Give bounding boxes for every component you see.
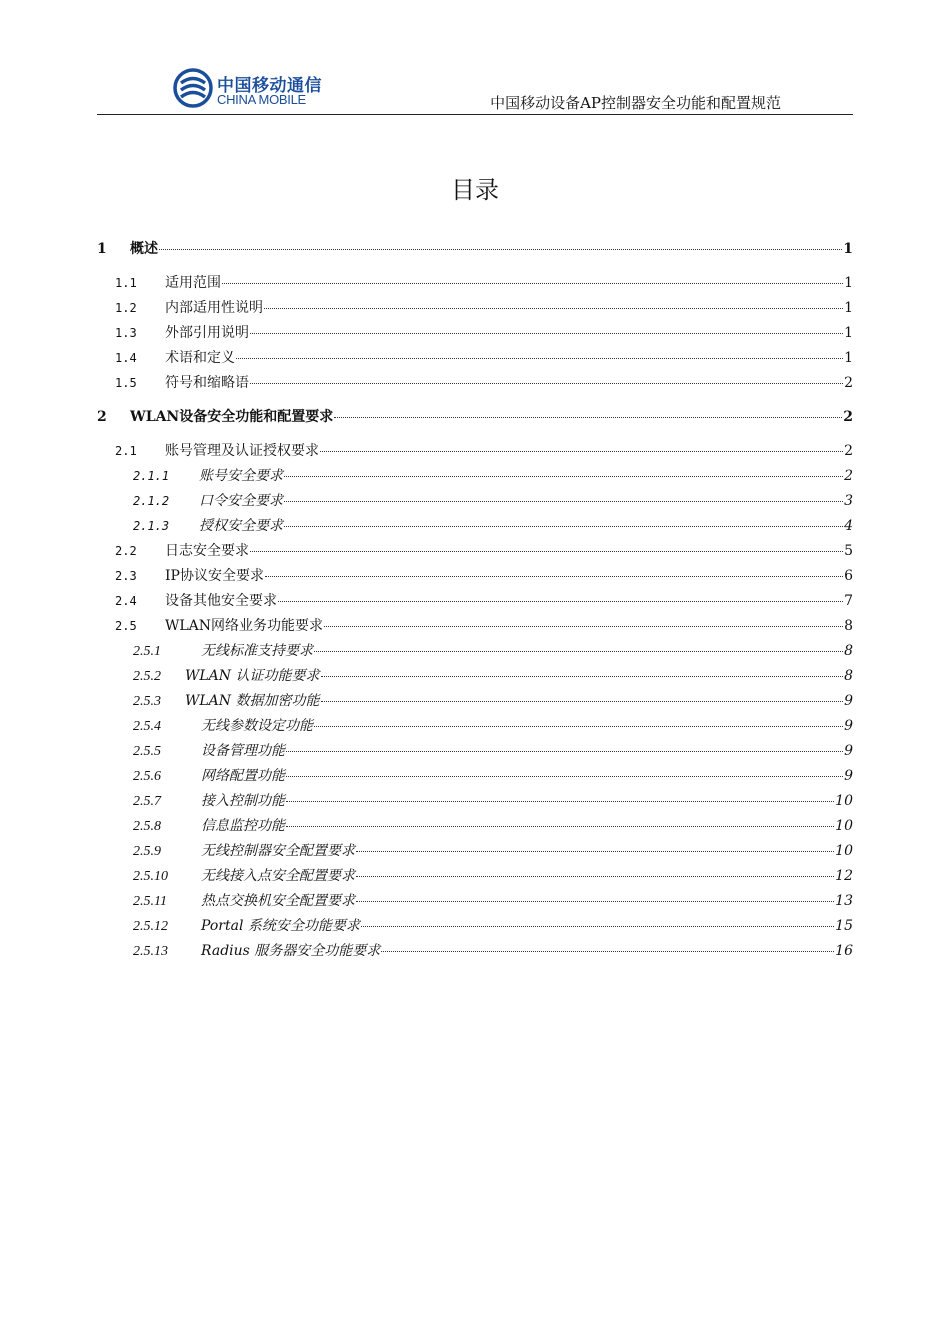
toc-entry[interactable] [115,615,853,635]
toc-entry-number: 2 [97,409,107,425]
toc-entry[interactable] [115,540,853,560]
toc-entry[interactable] [133,515,853,535]
toc-entry[interactable] [97,406,853,426]
toc-leader-dots [250,551,843,552]
toc-leader-dots [320,451,843,452]
toc-entry-text: 设备其他安全要求 [165,593,277,609]
toc-entry-text: 无线接入点安全配置要求 [201,868,355,884]
toc-entry-text: 无线标准支持要求 [201,643,313,659]
toc-leader-dots [236,358,843,359]
toc-entry-number: 2.4 [115,594,137,608]
toc-entry-number: 2.5.13 [133,944,168,959]
toc-entry-text: 术语和定义 [165,350,235,366]
toc-leader-dots [286,751,843,752]
toc-entry-page: 9 [844,718,853,734]
document-title: 中国移动设备AP控制器安全功能和配置规范 [490,94,781,112]
toc-entry[interactable] [133,790,853,810]
toc-entry-page: 5 [844,543,853,559]
toc-entry-text: 账号管理及认证授权要求 [165,443,319,459]
toc-entry-text: WLAN设备安全功能和配置要求 [130,409,334,425]
toc-entry-number: 2.1 [115,444,137,458]
toc-leader-dots [284,501,843,502]
toc-entry-page: 2 [844,468,853,484]
toc-leader-dots [222,283,843,284]
toc-entry-page: 6 [844,568,853,584]
toc-entry-number: 2.3 [115,569,137,583]
toc-entry-page: 9 [844,693,853,709]
toc-entry-page: 2 [843,409,853,425]
toc-entry-page: 12 [835,868,853,884]
toc-leader-dots [286,776,843,777]
toc-leader-dots [265,576,843,577]
toc-entry[interactable] [133,690,853,710]
toc-entry-text: 内部适用性说明 [165,300,263,316]
toc-entry-text: 账号安全要求 [199,468,283,484]
china-mobile-logo [173,68,343,110]
toc-entry-page: 10 [835,793,853,809]
toc-entry-text: Radius 服务器安全功能要求 [201,943,381,959]
logo-text-en: CHINA MOBILE [217,92,306,107]
toc-entry-text: 热点交换机安全配置要求 [201,893,355,909]
toc-entry-number: 2.1.3 [133,519,170,533]
toc-entry[interactable] [133,465,853,485]
toc-leader-dots [286,801,834,802]
toc-entry-page: 7 [844,593,853,609]
toc-entry-number: 1.5 [115,376,137,390]
toc-entry-number: 2.5.1 [133,644,161,659]
toc-leader-dots [314,726,843,727]
toc-entry-page: 8 [844,618,853,634]
toc-entry-text: 符号和缩略语 [165,375,249,391]
china-mobile-logo-icon [173,68,213,108]
toc-leader-dots [356,851,834,852]
toc-entry[interactable] [115,322,853,342]
toc-entry[interactable] [133,715,853,735]
toc-entry-page: 10 [835,843,853,859]
toc-entry[interactable] [133,640,853,660]
toc-entry[interactable] [133,740,853,760]
toc-leader-dots [356,901,834,902]
toc-entry-number: 2.5.12 [133,919,168,934]
page-header [97,62,853,115]
toc-leader-dots [250,383,843,384]
toc-entry-page: 2 [844,375,853,391]
toc-entry-page: 8 [844,668,853,684]
toc-entry-text: WLAN网络业务功能要求 [165,618,324,634]
toc-leader-dots [321,701,844,702]
logo-text-cn: 中国移动通信 [217,76,322,96]
toc-leader-dots [381,951,834,952]
toc-entry-page: 16 [835,943,853,959]
toc-entry-text: WLAN 认证功能要求 [185,668,320,684]
toc-entry-number: 2.5 [115,619,137,633]
toc-entry-number: 2.1.1 [133,469,170,483]
toc-entry-text: WLAN 数据加密功能 [185,693,320,709]
toc-entry-text: 概述 [130,241,158,257]
toc-leader-dots [324,626,843,627]
toc-entry[interactable] [115,590,853,610]
toc-leader-dots [284,526,843,527]
toc-entry-number: 2.1.2 [133,494,170,508]
toc-entry-text: 接入控制功能 [201,793,285,809]
toc-leader-dots [361,926,834,927]
toc-entry[interactable] [115,372,853,392]
toc-entry[interactable] [133,665,853,685]
toc-entry-page: 9 [844,743,853,759]
toc-entry-text: 授权安全要求 [199,518,283,534]
toc-entry-page: 10 [835,818,853,834]
toc-entry-number: 2.5.11 [133,894,167,909]
toc-entry-number: 2.2 [115,544,137,558]
toc-entry-page: 1 [844,350,853,366]
toc-leader-dots [314,651,843,652]
toc-entry-text: IP协议安全要求 [165,568,264,584]
toc-leader-dots [284,476,843,477]
toc-entry-text: 信息监控功能 [201,818,285,834]
toc-entry-page: 3 [844,493,853,509]
toc-leader-dots [334,417,842,418]
toc-entry-text: 设备管理功能 [201,743,285,759]
toc-leader-dots [278,601,843,602]
toc-entry[interactable] [115,272,853,292]
toc-entry-page: 4 [844,518,853,534]
toc-entry[interactable] [115,565,853,585]
toc-entry[interactable] [133,765,853,785]
toc-entry-number: 1.2 [115,301,137,315]
toc-entry[interactable] [133,815,853,835]
toc-entry-page: 9 [844,768,853,784]
toc-entry[interactable] [115,347,853,367]
toc-entry-number: 2.5.9 [133,844,161,859]
toc-entry-page: 1 [843,241,853,257]
toc-leader-dots [356,876,834,877]
toc-entry[interactable] [133,865,853,885]
toc-entry-text: 外部引用说明 [165,325,249,341]
toc-entry[interactable] [133,490,853,510]
toc-entry-page: 13 [835,893,853,909]
toc-entry-page: 1 [844,275,853,291]
toc-entry-number: 1.4 [115,351,137,365]
toc-entry-text: 无线参数设定功能 [201,718,313,734]
toc-entry[interactable] [115,440,853,460]
toc-entry-text: 适用范围 [165,275,221,291]
toc-entry-number: 2.5.5 [133,744,161,759]
toc-entry-page: 15 [835,918,853,934]
toc-entry[interactable] [133,840,853,860]
toc-entry[interactable] [133,915,853,935]
toc-entry-number: 2.5.3 [133,694,161,709]
toc-entry-number: 2.5.6 [133,769,161,784]
toc-heading: 目录 [451,176,499,204]
toc-entry-number: 2.5.4 [133,719,161,734]
toc-entry-number: 1 [97,241,107,257]
toc-entry-text: 日志安全要求 [165,543,249,559]
toc-entry-number: 2.5.2 [133,669,161,684]
toc-entry-text: Portal 系统安全功能要求 [201,918,360,934]
toc-entry-number: 1.3 [115,326,137,340]
toc-entry-page: 1 [844,325,853,341]
toc-leader-dots [250,333,843,334]
toc-leader-dots [159,249,842,250]
toc-entry-page: 8 [844,643,853,659]
toc-entry[interactable] [133,940,853,960]
toc-entry-number: 2.5.7 [133,794,161,809]
toc-entry[interactable] [115,297,853,317]
toc-entry-number: 2.5.10 [133,869,168,884]
toc-entry-number: 1.1 [115,276,137,290]
toc-entry-page: 2 [844,443,853,459]
toc-entry[interactable] [133,890,853,910]
toc-leader-dots [264,308,843,309]
toc-entry-number: 2.5.8 [133,819,161,834]
toc-entry-text: 口令安全要求 [199,493,283,509]
toc-entry-page: 1 [844,300,853,316]
toc-entry-text: 网络配置功能 [201,768,285,784]
toc-leader-dots [321,676,844,677]
toc-leader-dots [286,826,834,827]
toc-entry[interactable] [97,238,853,258]
toc-entry-text: 无线控制器安全配置要求 [201,843,355,859]
